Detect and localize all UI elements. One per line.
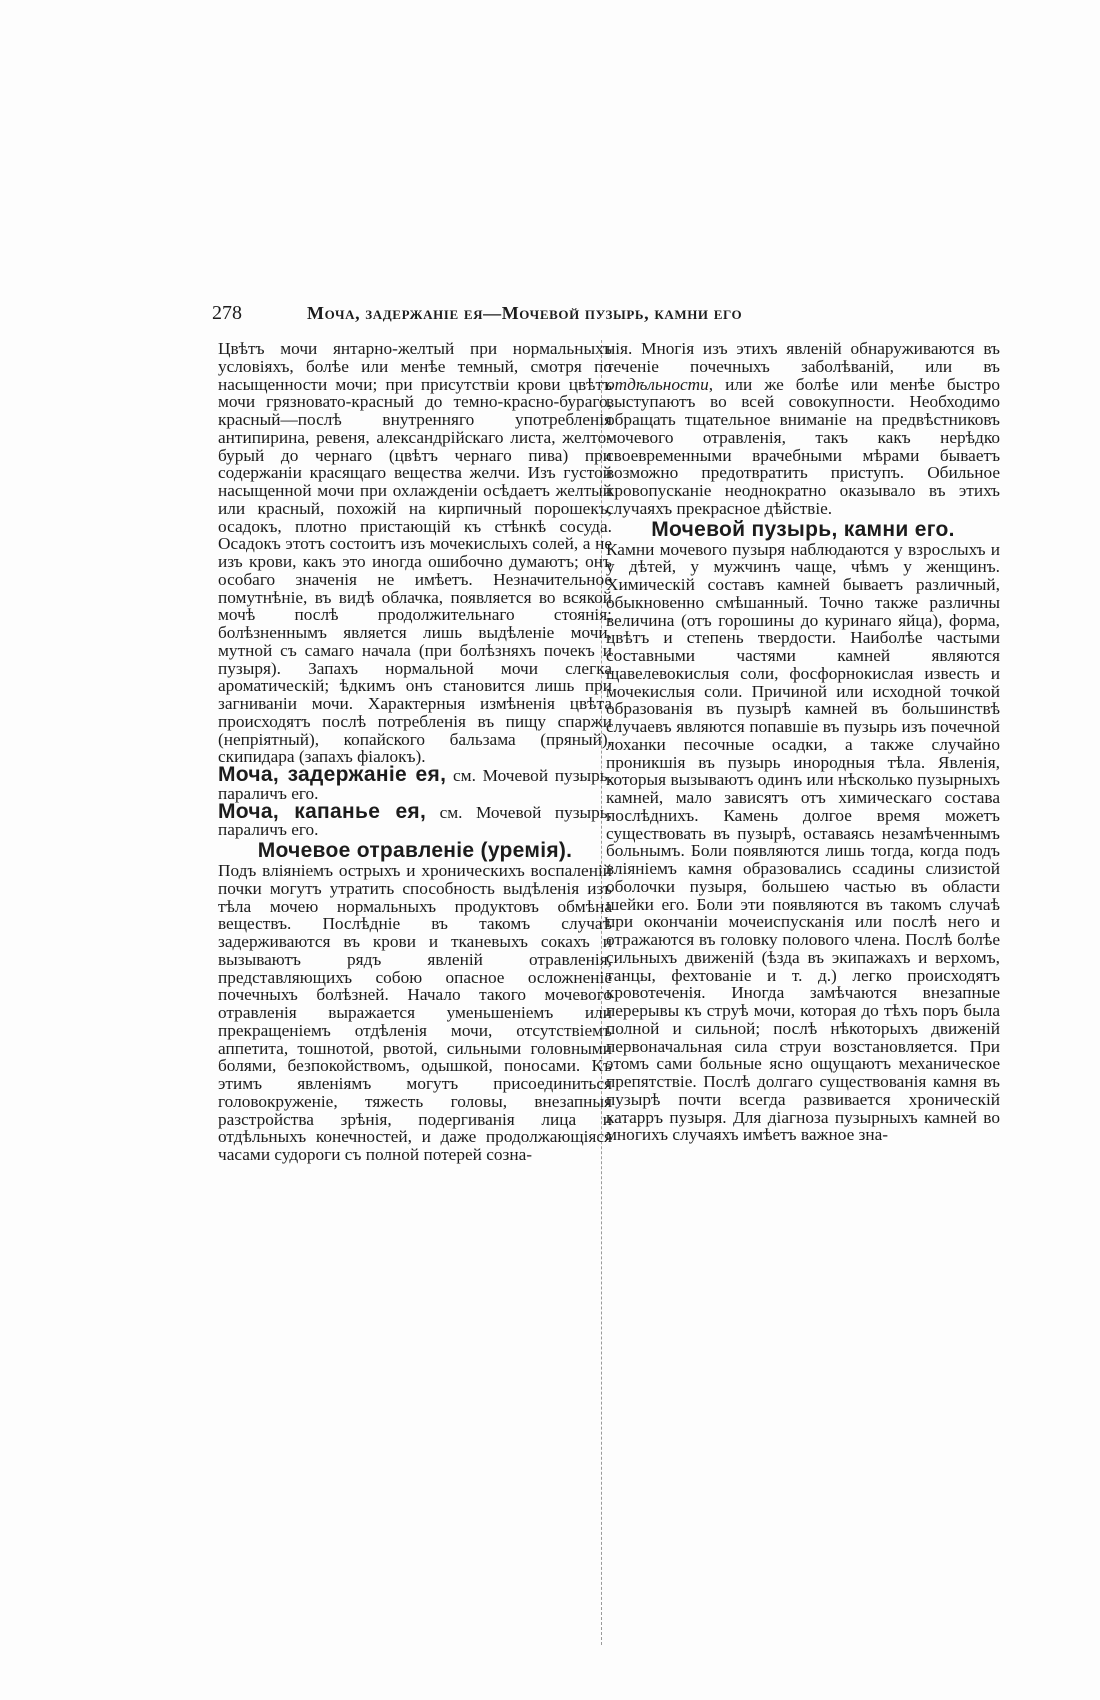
- right-column: [606, 340, 1000, 1650]
- text-fragment: , или же болѣе или менѣе быстро выступаютъ во всей совокупности. Необходимо обращать тщательное вниманіе на предвѣстниковъ мочевого отравленія, такъ какъ нерѣдко своевременными врачебными мѣрами бываетъ возможно предотвратить приступъ. Обильное кровопусканіе неоднократно оказывало въ этихъ случаяхъ прекрасное дѣйствіе.: [606, 374, 1000, 518]
- paragraph-uremia-continued: [606, 340, 1000, 518]
- entry-urine-dripping: [218, 799, 612, 840]
- running-title: Моча, задержаніе ея—Мочевой пузырь, камни его: [307, 303, 743, 323]
- text-fragment: нія. Многія изъ этихъ явленій обнаруживаются въ теченіе почечныхъ заболѣваній, или въ: [606, 340, 1000, 376]
- entry-urine-retention: [218, 763, 612, 803]
- page-number: 278: [212, 302, 242, 324]
- paragraph-urine-color: Цвѣтъ мочи янтарно-желтый при нормальныхъ условіяхъ, болѣе или менѣе темный, смотря по насыщенности мочи; при присутствіи крови цвѣтъ мочи грязновато-красный до темно-красно-бураго, красный—послѣ внутренняго употребленія антипирина, ревеня, александрійскаго листа, желто-бурый до чернаго (цвѣтъ чернаго пива) при содержаніи красящаго вещества желчи. Изъ густой насыщенной мочи при охлажденіи осѣдаетъ желтый или красный, похожій на кирпичный порошекъ, осадокъ, плотно пристающій къ стѣнкѣ сосуда. Осадокъ этотъ состоитъ изъ мочекислыхъ солей, а не изъ крови, какъ это иногда ошибочно думаютъ; онъ особаго значенія не имѣетъ. Незначительное помутнѣніе, въ видѣ облачка, появляется во всякой мочѣ послѣ продолжительнаго стоянія; болѣзненнымъ является лишь выдѣленіе мочи, мутной съ самаго начала (при болѣзняхъ почекъ и пузыря). Запахъ нормальной мочи слегка ароматическій; ѣдкимъ онъ становится лишь при загниваніи мочи. Характерныя измѣненія цвѣта происходятъ послѣ потребленія въ пищу спаржи (непріятный), копайского бальзама (пряный), скипидара (запахъ фіалокъ).: [218, 340, 612, 767]
- entry-heading-bladder-stones: Мочевой пузырь, камни его.: [651, 517, 955, 541]
- page-header: [212, 302, 880, 330]
- entry-text: см. Мочевой пузырь, параличъ его.: [218, 802, 612, 840]
- entry-uremia-text: Подъ вліяніемъ острыхъ и хроническихъ воспаленій почки могутъ утратить способность выдѣленія изъ тѣла мочею нормальныхъ продуктовъ обмѣна веществъ. Послѣдніе въ такомъ случаѣ задерживаются въ крови и тканевыхъ сокахъ и вызываютъ рядъ явленій отравленія, представляющихъ собою опасное осложненіе почечныхъ болѣзней. Начало такого мочевого отравленія выражается уменьшеніемъ или прекращеніемъ отдѣленія мочи, отсутствіемъ аппетита, тошнотой, рвотой, сильными головными болями, безпокойствомъ, одышкой, поносами. Къ этимъ явленіямъ могутъ присоединиться головокруженіе, тяжесть головы, внезапныя разстройства зрѣнія, подергиванія лица и отдѣльныхъ конечностей, и даже продолжающіяся часами судороги съ полной потерей созна-: [218, 861, 612, 1164]
- italic-term: отдѣльности: [606, 374, 709, 394]
- entry-heading: Моча, капанье ея,: [218, 799, 427, 823]
- entry-text: см. Мочевой пузырь, параличъ его.: [218, 766, 612, 803]
- entry-heading: Моча, задержаніе ея,: [218, 763, 447, 786]
- entry-heading-uremia: Мочевое отравленіе (уремія).: [257, 839, 573, 862]
- entry-bladder-stones-text: Камни мочевого пузыря наблюдаются у взрослыхъ и у дѣтей, у мужчинъ чаще, чѣмъ у женщинъ. Химическій составъ камней бываетъ различный, обыкновенно смѣшанный. Точно также различны величина (отъ горошины до куринаго яйца), форма, цвѣтъ и степень твердости. Наиболѣе частыми составными частями камней являются щавелевокислыя соли, фосфорнокислая известь и мочекислыя соли. Причиной или исходной точкой образованія въ пузырѣ камней въ большинствѣ случаевъ являются попавшіе въ пузырь изъ почечной лоханки песочные осадки, а также случайно проникшія въ пузырь инородныя тѣла. Явленія, которыя вызываютъ одинъ или нѣсколько пузырныхъ камней, мало зависятъ отъ химическаго состава послѣднихъ. Камень долгое время можетъ существовать въ пузырѣ, оставаясь незамѣченнымъ больнымъ. Боли появляются лишь тогда, когда подъ вліяніемъ камня образовались ссадины слизистой оболочки пузыря, большею частью въ области шейки его. Боли эти появляются въ такомъ случаѣ при окончаніи мочеиспусканія или послѣ него и отражаются въ головку полового члена. Послѣ болѣе сильныхъ движеній (ѣзда въ экипажахъ и верхомъ, танцы, фехтованіе и т. д.) легко происходятъ кровотеченія. Иногда замѣчаются внезапные перерывы къ струѣ мочи, которая до тѣхъ поръ была полной и сильной; послѣ нѣкоторыхъ движеній первоначальная сила струи возстановляется. При этомъ сами больные ясно ощущаютъ механическое препятствіе. Послѣ долгаго существованія камня въ пузырѣ почти всегда развивается хроническій катарръ пузыря. Для діагноза пузырныхъ камней во многихъ случаяхъ имѣетъ важное зна-: [606, 539, 1000, 1145]
- left-column: [218, 340, 612, 1650]
